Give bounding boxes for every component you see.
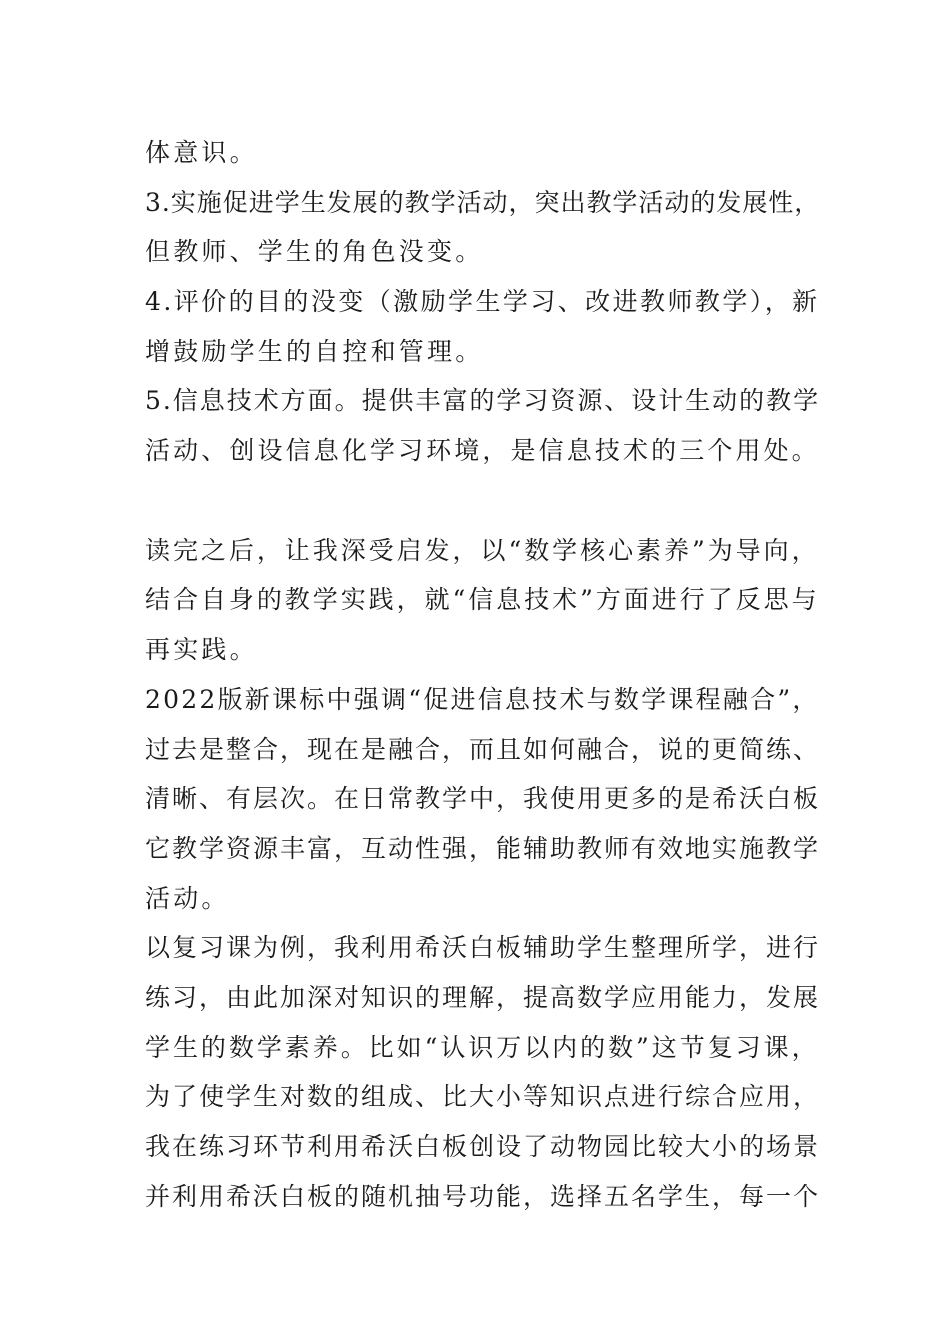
- text-line: 以复习课为例，我利用希沃白板辅助学生整理所学，进行: [145, 933, 821, 962]
- text-line: 结合自身的教学实践，就“信息技术”方面进行了反思与: [145, 585, 820, 614]
- text-line: 增鼓励学生的自控和管理。: [145, 337, 484, 366]
- text-line: 活动、创设信息化学习环境，是信息技术的三个用处。: [145, 436, 820, 465]
- text-line: 读完之后，让我深受启发，以“数学核心素养”为导向，: [145, 536, 820, 565]
- text-line: 活动。: [145, 884, 230, 913]
- text-line: 为了使学生对数的组成、比大小等知识点进行综合应用，: [145, 1082, 821, 1111]
- text-line: 4.评价的目的没变（激励学生学习、改进教师教学），新: [145, 287, 820, 316]
- text-line: 清晰、有层次。在日常教学中，我使用更多的是希沃白板: [145, 784, 821, 813]
- text-line: 再实践。: [145, 635, 258, 664]
- text-line: 2022版新课标中强调“促进信息技术与数学课程融合”，: [145, 685, 820, 714]
- text-line: 5.信息技术方面。提供丰富的学习资源、设计生动的教学: [145, 386, 821, 415]
- text-line: 它教学资源丰富，互动性强，能辅助教师有效地实施教学: [145, 834, 821, 863]
- text-line: 体意识。: [145, 138, 258, 167]
- text-line: 学生的数学素养。比如“认识万以内的数”这节复习课，: [145, 1033, 820, 1062]
- text-line: 过去是整合，现在是融合，而且如何融合，说的更简练、: [145, 735, 821, 764]
- text-line: 3.实施促进学生发展的教学活动，突出教学活动的发展性，: [145, 188, 821, 217]
- text-line: 但教师、学生的角色没变。: [145, 237, 484, 266]
- text-line: 我在练习环节利用希沃白板创设了动物园比较大小的场景: [145, 1132, 821, 1161]
- text-line: 并利用希沃白板的随机抽号功能，选择五名学生，每一个: [145, 1182, 821, 1211]
- text-line: 练习，由此加深对知识的理解，提高数学应用能力，发展: [145, 983, 821, 1012]
